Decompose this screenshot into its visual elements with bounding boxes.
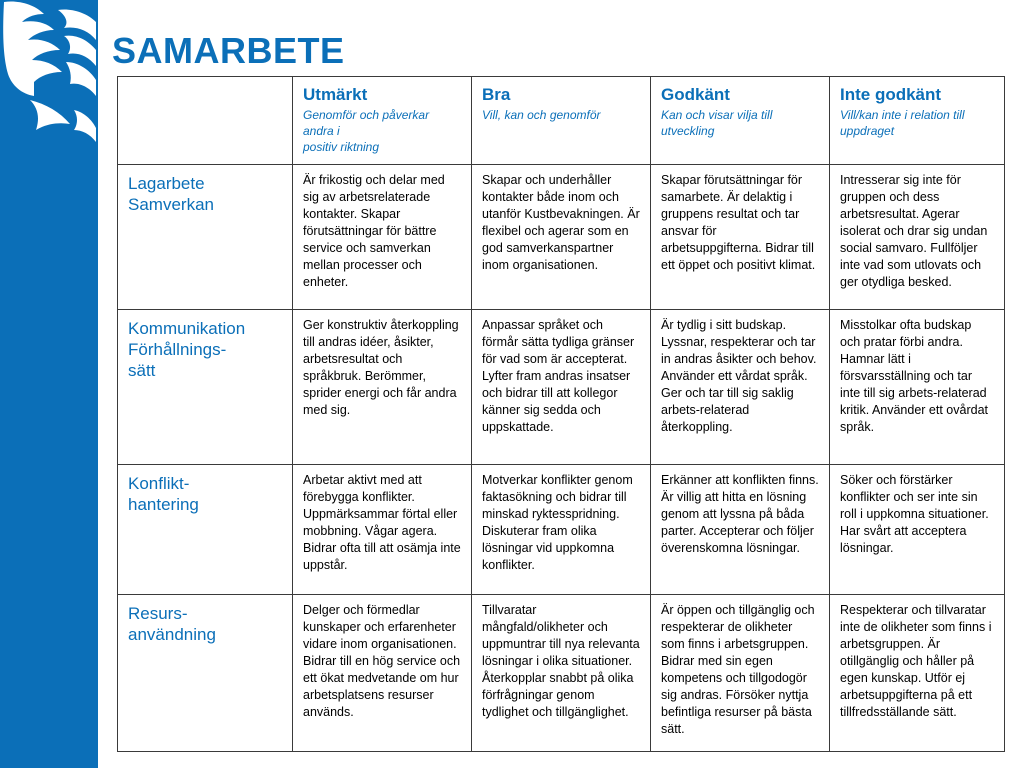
table-cell: Tillvaratar mångfald/olikheter och uppmuntrar till nya relevanta lösningar i olika situationer. Återkopplar snabbt på olika förfrågningar genom tydlighet och tillgänglighet. [472,595,651,752]
table-cell: Intresserar sig inte för gruppen och dess arbetsresultat. Agerar isolerat och drar sig undan social samvaro. Fullföljer inte vad som utlovats och ger otydliga besked. [830,165,1005,310]
header-cell [472,77,651,165]
table-cell: Delger och förmedlar kunskaper och erfarenheter vidare inom organisationen. Bidrar till en hög service och ett ökat medvetande om hur arbetsplatsens resurser används. [293,595,472,752]
table-cell: Misstolkar ofta budskap och pratar förbi andra. Hamnar lätt i försvarsställning och tar inte till sig arbets-relaterad kritik. Använder ett ovårdat språk. [830,310,1005,465]
row-label-line: Konflikt- [128,474,190,493]
row-label [118,310,293,465]
table-row [118,310,1005,465]
row-label-line: Kommunikation [128,319,246,338]
table-cell: Arbetar aktivt med att förebygga konflikter. Uppmärksammar förtal eller mobbning. Vågar agera. Bidrar ofta till att osämja inte uppstår. [293,465,472,595]
table-cell: Är frikostig och delar med sig av arbetsrelaterade kontakter. Skapar förutsättningar för bättre service och samverkan mellan processer och enheter. [293,165,472,310]
table-cell: Är öppen och tillgänglig och respekterar de olikheter som finns i arbetsgruppen. Bidrar med sin egen kompetens och tillgodogör sig andras. Försöker nyttja befintliga resurser på bästa sätt. [651,595,830,752]
header-empty-cell [118,77,293,165]
header-subtitle: Kan och visar vilja till utveckling [661,108,773,138]
header-subtitle: Genomför och påverkar andra i [303,108,430,138]
table-row [118,465,1005,595]
header-subtitle: Vill, kan och genomför [482,108,601,122]
competency-table [117,76,1005,752]
header-title: Inte godkänt [840,85,942,104]
table-cell: Respekterar och tillvaratar inte de olikheter som finns i arbetsgruppen. Är otillgänglig och håller på egen kunskap. Utför ej arbetsuppgifterna på ett tillfredsställande sätt. [830,595,1005,752]
row-label-line: användning [128,625,216,644]
table-cell: Ger konstruktiv återkoppling till andras idéer, åsikter, arbetsresultat och språkbruk. Berömmer, sprider energi och får andra med sig. [293,310,472,465]
table-cell: Är tydlig i sitt budskap. Lyssnar, respekterar och tar in andras åsikter och behov. Använder ett vårdat språk. Ger och tar till sig saklig arbets-relaterad återkoppling. [651,310,830,465]
table-cell: Söker och förstärker konflikter och ser inte sin roll i uppkomna situationer. Har svårt att acceptera lösningar. [830,465,1005,595]
table-header-row [118,77,1005,165]
header-subtitle: Vill/kan inte i relation till uppdraget [840,108,965,138]
header-subtitle: positiv riktning [303,140,380,154]
header-cell [293,77,472,165]
header-cell [830,77,1005,165]
row-label-line: Förhållnings- [128,340,227,359]
table-row [118,165,1005,310]
table-cell: Skapar förutsättningar för samarbete. Är delaktig i gruppens resultat och tar ansvar för arbetsuppgifterna. Bidrar till ett öppet och positivt klimat. [651,165,830,310]
row-label-line: Resurs- [128,604,188,623]
table-cell: Anpassar språket och förmår sätta tydliga gränser för vad som är accepterat. Lyfter fram andras insatser och bidrar till att kollegor känner sig sedda och uppskattade. [472,310,651,465]
side-color-bar [0,0,98,768]
row-label [118,165,293,310]
row-label-line: hantering [128,495,199,514]
row-label [118,465,293,595]
table-cell: Motverkar konflikter genom faktasökning och bidrar till minskad ryktesspridning. Diskuterar fram olika lösningar vid uppkomna konflikter. [472,465,651,595]
row-label-line: Samverkan [128,195,214,214]
table-row [118,595,1005,752]
page-title: SAMARBETE [112,30,345,71]
heraldic-bird-icon [0,0,98,150]
table-cell: Skapar och underhåller kontakter både inom och utanför Kustbevakningen. Är flexibel och agerar som en god samverkanspartner inom organisationen. [472,165,651,310]
row-label-line: Lagarbete [128,174,205,193]
header-title: Bra [482,85,511,104]
header-cell [651,77,830,165]
table-cell: Erkänner att konflikten finns. Är villig att hitta en lösning genom att lyssna på båda parter. Accepterar och följer överenskomna lösningar. [651,465,830,595]
header-title: Godkänt [661,85,730,104]
row-label-line: sätt [128,361,156,380]
header-title: Utmärkt [303,85,368,104]
row-label [118,595,293,752]
